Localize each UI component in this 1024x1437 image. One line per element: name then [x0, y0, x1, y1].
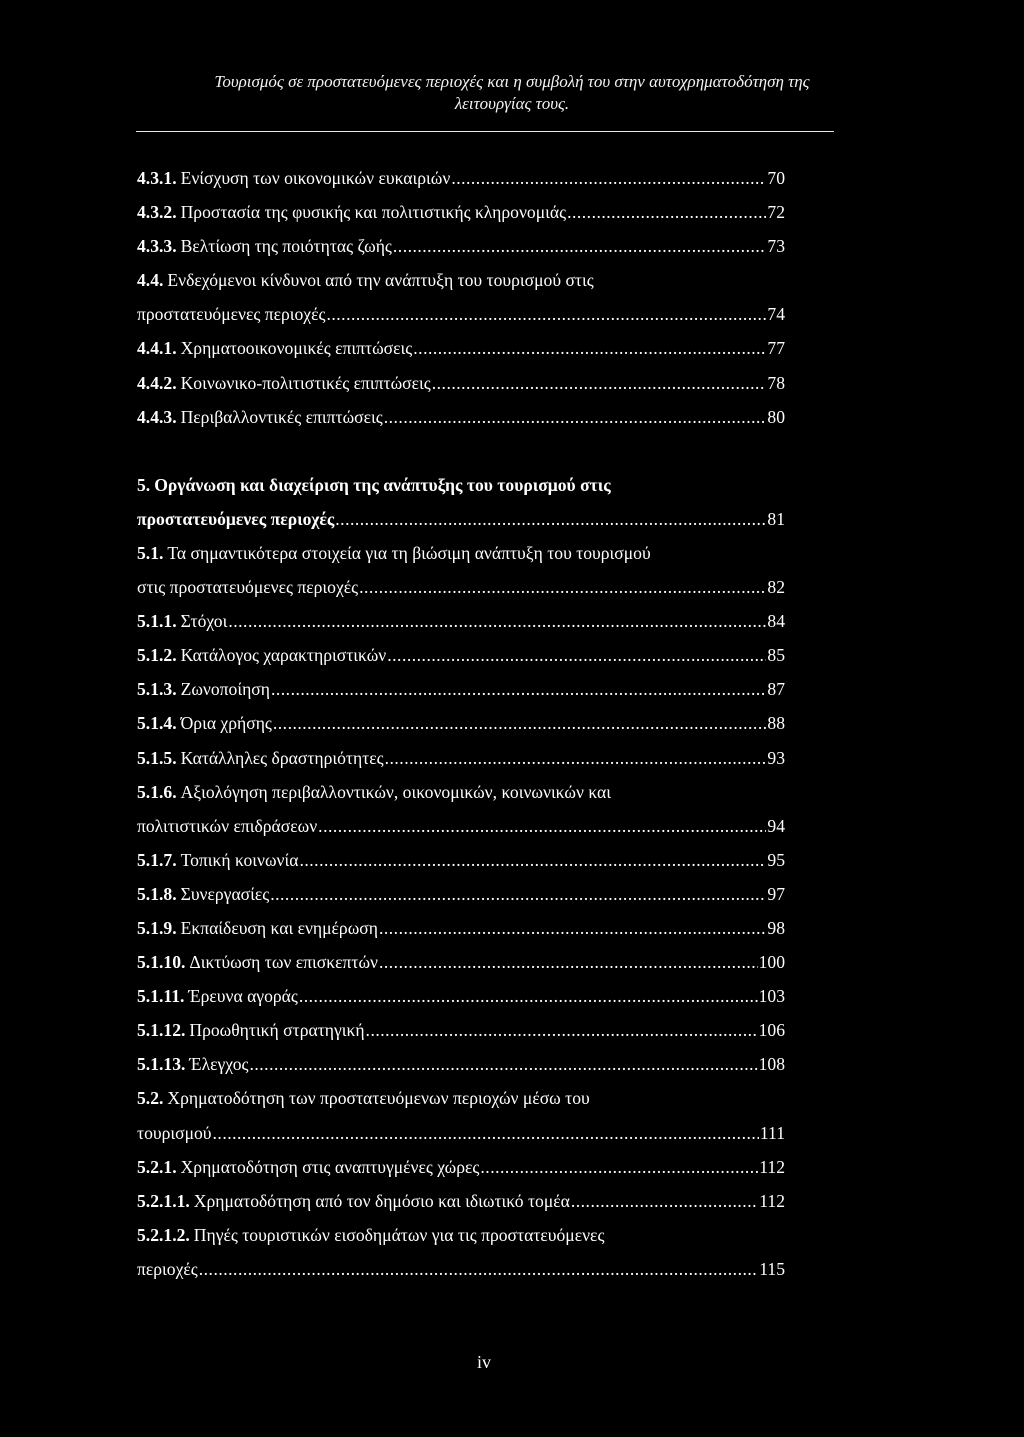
toc-entry-page: 95 — [767, 849, 785, 870]
toc-entry-title: Όρια χρήσης — [180, 713, 272, 734]
toc-entry-title: Τοπική κοινωνία — [180, 849, 299, 870]
toc-entry-number: 4.4. — [137, 270, 164, 291]
toc-entry — [137, 884, 785, 918]
toc-entry-page: 100 — [758, 952, 785, 973]
toc-dot-leader — [567, 202, 766, 223]
toc-entry — [137, 1088, 785, 1122]
toc-entry — [137, 918, 785, 952]
toc-entry — [137, 543, 785, 577]
toc-entry-title: στις προστατευόμενες περιοχές — [137, 577, 359, 598]
toc-entry-page: 115 — [759, 1258, 785, 1279]
section-gap — [137, 441, 785, 475]
toc-dot-leader — [385, 748, 767, 769]
toc-entry — [137, 645, 785, 679]
toc-entry — [137, 611, 785, 645]
toc-entry-title: Προωθητική στρατηγική — [189, 1020, 365, 1041]
toc-entry-title: Τα σημαντικότερα στοιχεία για τη βιώσιμη ανάπτυξη του τουρισμού — [167, 542, 651, 563]
toc-dot-leader — [387, 645, 766, 666]
toc-entry-number: 4.3.2. — [137, 202, 177, 223]
toc-entry-page: 94 — [767, 815, 785, 836]
toc-entry — [137, 679, 785, 713]
toc-entry-title: Αξιολόγηση περιβαλλοντικών, οικονομικών, κοινωνικών και — [180, 781, 611, 802]
toc-dot-leader — [432, 373, 767, 394]
toc-entry-number: 5.2.1. — [137, 1156, 177, 1177]
toc-entry-page: 84 — [767, 611, 785, 632]
toc-entry-title: Πηγές τουριστικών εισοδημάτων για τις προστατευόμενες — [193, 1224, 605, 1245]
toc-entry-title: τουρισμού — [137, 1122, 212, 1143]
toc-dot-leader — [366, 1020, 758, 1041]
toc-dot-leader — [213, 1123, 759, 1144]
toc-entry — [137, 475, 785, 509]
toc-entry-title: Χρηματοδότηση στις αναπτυγμένες χώρες — [180, 1156, 480, 1177]
toc-entry — [137, 782, 785, 816]
toc-dot-leader — [318, 816, 766, 837]
toc-entry-number: 5.1.3. — [137, 679, 177, 700]
toc-dot-leader — [249, 1054, 757, 1075]
toc-entry-title: Προστασία της φυσικής και πολιτιστικής κληρονομιάς — [180, 202, 567, 223]
toc-entry-title: προστατευόμενες περιοχές — [137, 304, 326, 325]
toc-entry-number: 4.4.3. — [137, 406, 177, 427]
running-header-line-1: Τουρισμός σε προστατευόμενες περιοχές και η συμβολή του στην αυτοχρηματοδότηση της — [214, 72, 810, 91]
toc-entry — [137, 1157, 785, 1191]
toc-entry-number: 5.2.1.1. — [137, 1190, 190, 1211]
toc-entry-page: 93 — [767, 747, 785, 768]
toc-entry-title: Εκπαίδευση και ενημέρωση — [180, 917, 378, 938]
toc-entry-title: πολιτιστικών επιδράσεων — [137, 815, 318, 836]
toc-dot-leader — [199, 1259, 759, 1280]
toc-entry-number: 5.1.5. — [137, 747, 177, 768]
toc-entry — [137, 1191, 785, 1225]
toc-entry-title: Ζωνοποίηση — [180, 679, 270, 700]
toc-entry — [137, 236, 785, 270]
header-rule — [136, 131, 834, 132]
toc-entry-page: 78 — [767, 372, 785, 393]
toc-entry-title: Συνεργασίες — [180, 883, 270, 904]
toc-dot-leader — [379, 952, 758, 973]
toc-entry-number: 5.1.9. — [137, 917, 177, 938]
toc-entry-title: Έλεγχος — [189, 1054, 249, 1075]
toc-entry-number: 5.1.7. — [137, 849, 177, 870]
toc-entry-number: 5.1.11. — [137, 986, 185, 1007]
toc-entry — [137, 986, 785, 1020]
toc-entry — [137, 168, 785, 202]
toc-dot-leader — [359, 577, 766, 598]
toc-entry-title: Χρηματοοικονομικές επιπτώσεις — [180, 338, 413, 359]
toc-dot-leader — [571, 1191, 758, 1212]
toc-entry-page: 106 — [758, 1020, 785, 1041]
toc-entry-page: 87 — [767, 679, 785, 700]
toc-entry-page: 112 — [759, 1156, 785, 1177]
toc-entry — [137, 509, 785, 543]
toc-entry-number: 5.1.1. — [137, 611, 177, 632]
toc-entry — [137, 1054, 785, 1088]
toc-entry — [137, 202, 785, 236]
toc-entry-page: 103 — [758, 986, 785, 1007]
toc-entry-title: Χρηματοδότηση των προστατευόμενων περιοχών μέσω του — [167, 1088, 590, 1109]
toc-entry-title: Δικτύωση των επισκεπτών — [189, 952, 378, 973]
toc-entry-number: 5.1. — [137, 542, 164, 563]
toc-entry-number: 5.1.12. — [137, 1020, 186, 1041]
toc-entry-page: 88 — [767, 713, 785, 734]
toc-entry-number: 4.3.1. — [137, 168, 177, 188]
toc-dot-leader — [299, 986, 758, 1007]
toc-entry-page: 73 — [767, 236, 785, 257]
toc-entry-title: προστατευόμενες περιοχές — [137, 508, 335, 529]
toc-entry-title: περιοχές — [137, 1258, 198, 1279]
toc-entry — [137, 850, 785, 884]
toc-dot-leader — [228, 611, 766, 632]
toc-dot-leader — [335, 509, 766, 530]
toc-group-chapter-4 — [137, 168, 785, 441]
toc-dot-leader — [480, 1157, 758, 1178]
toc-entry — [137, 713, 785, 747]
running-header — [100, 71, 924, 115]
toc-dot-leader — [326, 304, 766, 325]
toc-entry-page: 112 — [759, 1190, 785, 1211]
toc-entry-title: Βελτίωση της ποιότητας ζωής — [180, 236, 392, 257]
toc-entry — [137, 270, 785, 304]
toc-entry — [137, 816, 785, 850]
toc-entry — [137, 373, 785, 407]
toc-entry-title: Περιβαλλοντικές επιπτώσεις — [180, 406, 383, 427]
toc-entry-page: 82 — [767, 577, 785, 598]
toc-entry — [137, 1225, 785, 1259]
toc-dot-leader — [379, 918, 766, 939]
toc-entry-number: 5.1.8. — [137, 883, 177, 904]
toc-entry — [137, 1020, 785, 1054]
toc-entry-page: 97 — [767, 883, 785, 904]
toc-entry-page: 70 — [767, 168, 785, 188]
toc-entry — [137, 304, 785, 338]
toc-dot-leader — [451, 168, 766, 189]
toc-group-chapter-5 — [137, 475, 785, 1293]
toc-entry-page: 74 — [767, 304, 785, 325]
toc-entry-title: Κατάλογος χαρακτηριστικών — [180, 645, 387, 666]
toc-entry-number: 4.4.2. — [137, 372, 177, 393]
toc-entry-title: Έρευνα αγοράς — [188, 986, 298, 1007]
table-of-contents — [137, 168, 785, 1293]
toc-entry-page: 98 — [767, 917, 785, 938]
toc-dot-leader — [393, 236, 767, 257]
toc-entry-page: 72 — [767, 202, 785, 223]
toc-entry-page: 108 — [758, 1054, 785, 1075]
toc-entry-page: 111 — [759, 1122, 785, 1143]
toc-entry — [137, 748, 785, 782]
toc-entry-title: Κατάλληλες δραστηριότητες — [180, 747, 384, 768]
running-header-line-2: λειτουργίας τους. — [454, 94, 570, 113]
toc-entry — [137, 952, 785, 986]
toc-entry — [137, 577, 785, 611]
toc-entry-title: Ενίσχυση των οικονομικών ευκαιριών — [180, 168, 451, 188]
toc-entry-number: 5.1.2. — [137, 645, 177, 666]
toc-dot-leader — [299, 850, 766, 871]
toc-dot-leader — [384, 407, 767, 428]
toc-entry-title: Οργάνωση και διαχείριση της ανάπτυξης του τουρισμού στις — [154, 474, 611, 495]
toc-entry-number: 5.1.10. — [137, 952, 186, 973]
toc-entry-number: 4.4.1. — [137, 338, 177, 359]
toc-entry-number: 5.2.1.2. — [137, 1224, 190, 1245]
toc-entry-number: 5.2. — [137, 1088, 164, 1109]
toc-entry-page: 77 — [767, 338, 785, 359]
toc-entry-page: 81 — [767, 508, 785, 529]
toc-entry-page: 85 — [767, 645, 785, 666]
toc-entry-title: Χρηματοδότηση από τον δημόσιο και ιδιωτικό τομέα — [193, 1190, 570, 1211]
toc-entry-title: Στόχοι — [180, 611, 228, 632]
toc-entry — [137, 1123, 785, 1157]
toc-entry-page: 80 — [767, 406, 785, 427]
toc-entry-number: 5.1.6. — [137, 781, 177, 802]
toc-entry-title: Ενδεχόμενοι κίνδυνοι από την ανάπτυξη του τουρισμού στις — [167, 270, 594, 291]
toc-entry-number: 5.1.4. — [137, 713, 177, 734]
page-number: iv — [476, 1352, 491, 1372]
toc-entry-number: 4.3.3. — [137, 236, 177, 257]
toc-entry-number: 5.1.13. — [137, 1054, 186, 1075]
toc-dot-leader — [271, 679, 766, 700]
toc-dot-leader — [413, 338, 766, 359]
toc-entry-number: 5. — [137, 474, 151, 495]
toc-entry — [137, 338, 785, 372]
toc-entry — [137, 407, 785, 441]
toc-entry-title: Κοινωνικο-πολιτιστικές επιπτώσεις — [180, 372, 431, 393]
toc-entry — [137, 1259, 785, 1293]
toc-dot-leader — [273, 713, 767, 734]
toc-dot-leader — [270, 884, 766, 905]
